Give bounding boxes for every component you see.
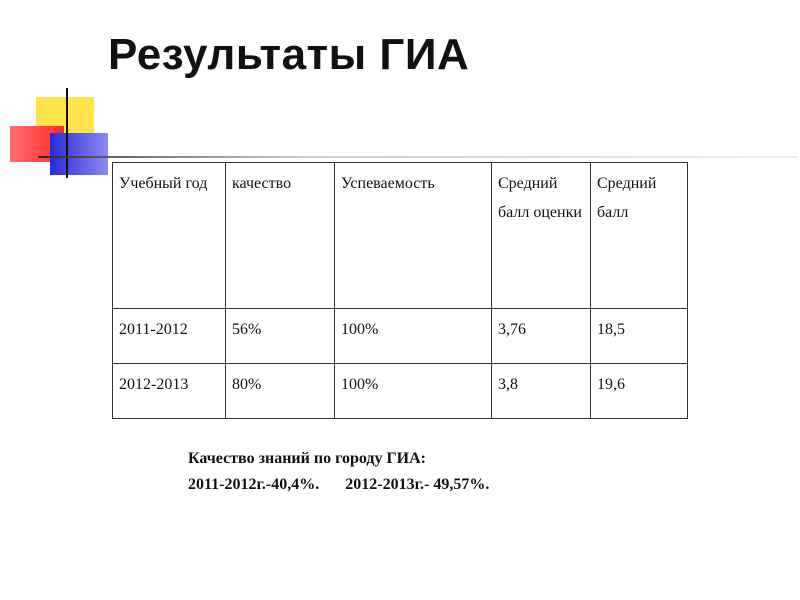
note-2011-2012: 2011-2012г.-40,4%. [188,476,320,493]
table-row [113,364,688,419]
results-table [112,162,688,419]
table-cell: 2011-2012 [113,309,226,364]
table-cell: 100% [335,364,492,419]
page-title: Результаты ГИА [108,30,470,79]
note-line-1: Качество знаний по городу ГИА: [188,450,426,467]
table-cell: 80% [226,364,335,419]
header-cell-year: Учебный год [113,163,226,309]
table-header-row [113,163,688,309]
note-line-2 [188,472,489,498]
table-row [113,309,688,364]
header-cell-avg-score: Средний балл [591,163,688,309]
horizontal-line [38,156,798,158]
table-cell: 3,76 [492,309,591,364]
table-cell: 2012-2013 [113,364,226,419]
header-cell-success: Успеваемость [335,163,492,309]
vertical-line [66,88,68,178]
table-cell: 3,8 [492,364,591,419]
table-cell: 56% [226,309,335,364]
header-cell-quality: качество [226,163,335,309]
table-cell: 18,5 [591,309,688,364]
note-2012-2013: 2012-2013г.- 49,57%. [345,476,490,493]
table-cell: 100% [335,309,492,364]
quality-note [188,446,489,498]
header-cell-avg-grade: Средний балл оценки [492,163,591,309]
blue-square [50,133,108,175]
table-cell: 19,6 [591,364,688,419]
